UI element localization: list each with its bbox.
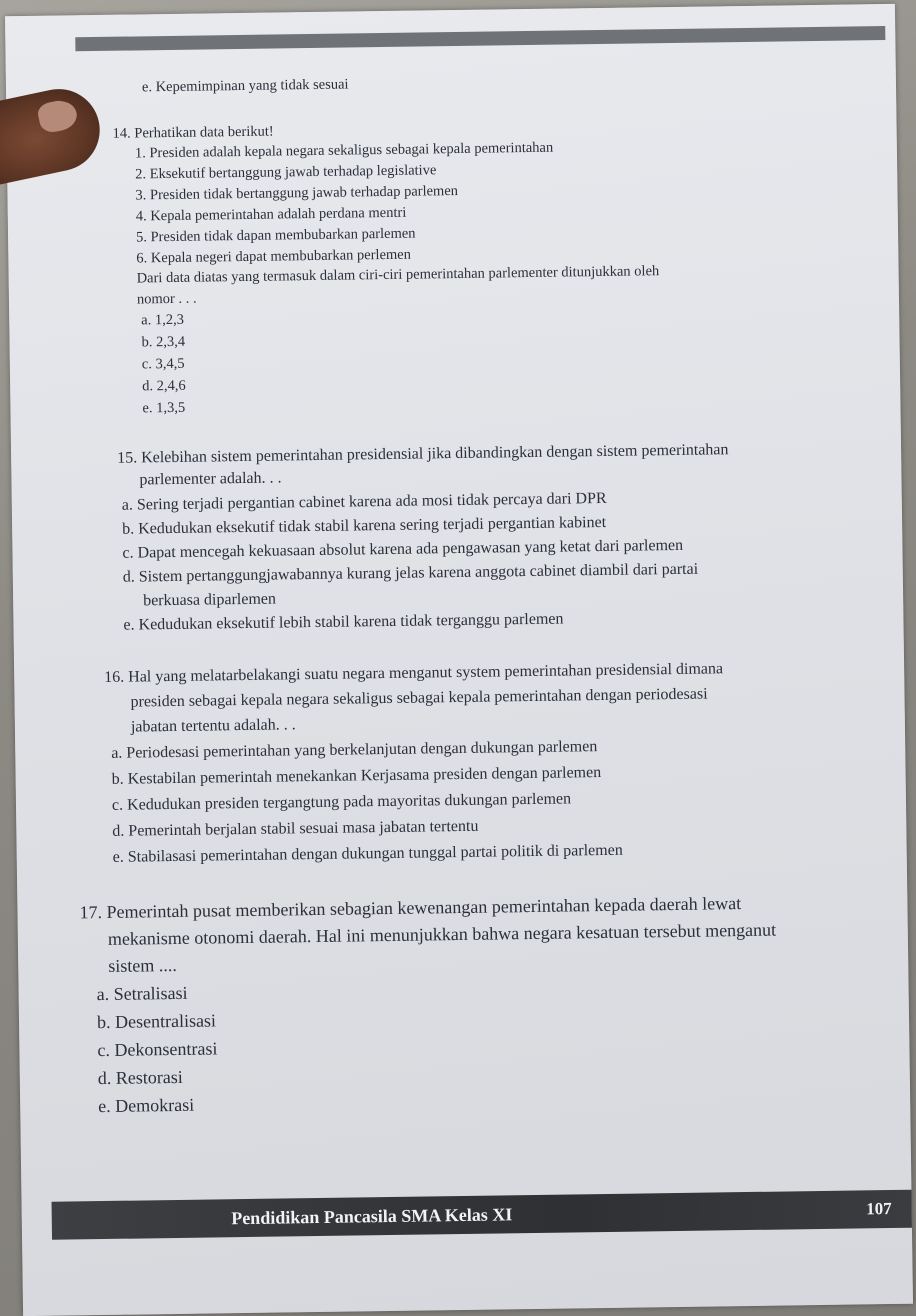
q17-stem-line2: mekanisme otonomi daerah. Hal ini menunjukkan bahwa negara kesatuan tersebut menganut bbox=[107, 919, 777, 949]
q14-item-6: 6. Kepala negeri dapat membubarkan perlemen bbox=[136, 246, 412, 267]
q15-option-e: e. Kedudukan eksekutif lebih stabil karena tidak terganggu parlemen bbox=[123, 610, 564, 634]
q15-stem-line2: parlementer adalah. . . bbox=[139, 469, 282, 489]
q14-item-1: 1. Presiden adalah kepala negara sekaligus sebagai kepala pemerintahan bbox=[134, 139, 554, 162]
q15-option-a: a. Sering terjadi pergantian cabinet karena ada mosi tidak percaya dari DPR bbox=[121, 489, 607, 514]
q14-item-2: 2. Eksekutif bertanggung jawab terhadap legislative bbox=[135, 162, 437, 183]
thumbnail-shape bbox=[36, 97, 79, 134]
q17-stem-line3: sistem .... bbox=[108, 954, 177, 976]
q17-option-d: d. Restorasi bbox=[97, 1066, 183, 1089]
q16-stem-line1: 16. Hal yang melatarbelakangi suatu negara menganut system pemerintahan presidensial dimana bbox=[104, 660, 724, 686]
q14-option-d: d. 2,4,6 bbox=[142, 377, 186, 395]
q15-option-d-cont: berkuasa diparlemen bbox=[143, 590, 277, 610]
q15-stem-line1: 15. Kelebihan sistem pemerintahan presidensial jika dibandingkan dengan sistem pemerintahan bbox=[117, 441, 729, 467]
q14-item-3: 3. Presiden tidak bertanggung jawab terhadap parlemen bbox=[135, 182, 459, 204]
footer-page-number: 107 bbox=[866, 1199, 892, 1219]
q16-option-b: b. Kestabilan pemerintah menekankan Kerjasama presiden dengan parlemen bbox=[111, 764, 602, 788]
q17-option-c: c. Dekonsentrasi bbox=[97, 1038, 218, 1061]
q17-option-a: a. Setralisasi bbox=[96, 982, 188, 1005]
q16-option-d: d. Pemerintah berjalan stabil sesuai masa jabatan tertentu bbox=[112, 817, 479, 840]
q15-option-c: c. Dapat mencegah kekuasaan absolut karena ada pengawasan yang ketat dari parlemen bbox=[122, 536, 684, 562]
q14-option-e: e. 1,3,5 bbox=[142, 399, 186, 417]
q14-option-b: b. 2,3,4 bbox=[141, 333, 186, 351]
q16-stem-line2: presiden sebagai kepala negara sekaligus sebagai kepala pemerintahan dengan periodesasi bbox=[130, 685, 708, 711]
page-content bbox=[5, 4, 913, 1316]
q13-option-e: e. Kepemimpinan yang tidak sesuai bbox=[141, 76, 349, 96]
q14-option-c: c. 3,4,5 bbox=[141, 355, 185, 373]
q17-stem-line1: 17. Pemerintah pusat memberikan sebagian kewenangan pemerintahan kepada daerah lewat bbox=[79, 893, 742, 923]
q14-stem: 14. Perhatikan data berikut! bbox=[112, 123, 274, 142]
q14-item-5: 5. Presiden tidak dapan membubarkan parlemen bbox=[135, 225, 416, 246]
q15-option-b: b. Kedudukan eksekutif tidak stabil karena sering terjadi pergantian kabinet bbox=[122, 513, 607, 538]
worksheet-page bbox=[5, 4, 913, 1316]
q16-option-c: c. Kedudukan presiden tergangtung pada mayoritas dukungan parlemen bbox=[111, 790, 572, 814]
q14-question-line2: nomor . . . bbox=[136, 290, 197, 308]
q16-option-a: a. Periodesasi pemerintahan yang berkelanjutan dengan dukungan parlemen bbox=[111, 738, 598, 762]
q14-question-line1: Dari data diatas yang termasuk dalam ciri-ciri pemerintahan parlementer ditunjukkan oleh bbox=[136, 263, 660, 287]
q17-option-e: e. Demokrasi bbox=[98, 1094, 195, 1117]
q14-option-a: a. 1,2,3 bbox=[141, 311, 185, 329]
q16-option-e: e. Stabilasasi pemerintahan dengan dukungan tunggal partai politik di parlemen bbox=[112, 841, 623, 866]
footer-book-title: Pendidikan Pancasila SMA Kelas XI bbox=[231, 1204, 513, 1229]
q15-option-d: d. Sistem pertanggungjawabannya kurang jelas karena anggota cabinet diambil dari partai bbox=[122, 560, 699, 586]
q16-stem-line3: jabatan tertentu adalah. . . bbox=[130, 716, 296, 736]
q17-option-b: b. Desentralisasi bbox=[96, 1010, 217, 1033]
q14-item-4: 4. Kepala pemerintahan adalah perdana mentri bbox=[135, 204, 407, 225]
